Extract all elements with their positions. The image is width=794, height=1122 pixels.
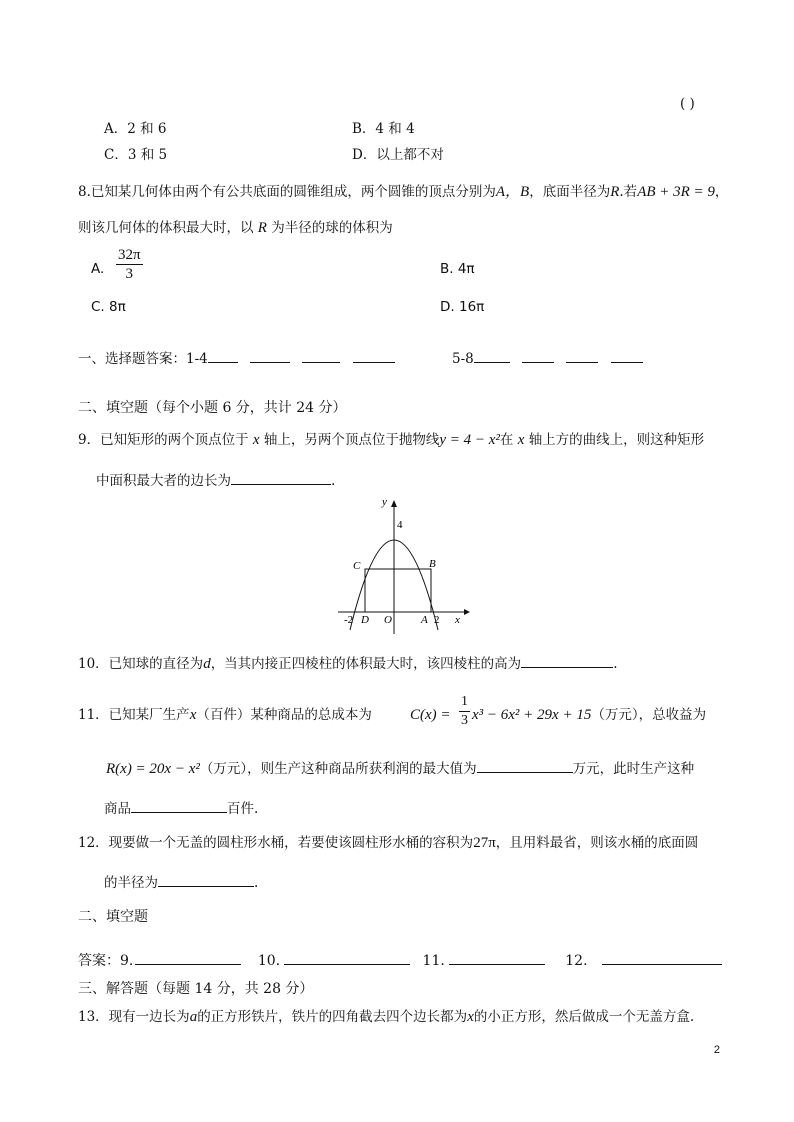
q8-radius-var: R: [610, 184, 620, 200]
label-d: D: [361, 614, 369, 626]
q12-text: 12．现要做一个无盖的圆柱形水桶，若要使该圆柱形水桶的容积为: [78, 835, 474, 851]
label-four: 4: [397, 519, 403, 531]
fill-blank-11[interactable]: [449, 950, 545, 965]
q11-line-3: [104, 798, 258, 818]
label-two: 2: [434, 614, 440, 626]
q7-option-a: A．2 和 6: [104, 121, 167, 137]
q8-option-a-label: A.: [91, 261, 105, 277]
q8-option-c: C. 8π: [91, 299, 126, 315]
q11-text: （百件）某种商品的总成本为: [196, 707, 372, 723]
q8-option-b: B. 4π: [440, 261, 475, 277]
q11-poly: x³ − 6x² + 29x + 15: [472, 707, 592, 723]
y-axis-arrow: [391, 500, 397, 507]
fill-answer-row: [78, 950, 722, 970]
mc-answer-row: [78, 348, 395, 368]
q11-text: 万元，此时生产这种: [572, 761, 695, 777]
mc-answer-label-2: 5-8: [452, 351, 474, 367]
fill-answer-label: 答案：9.: [78, 953, 134, 969]
q10-text: .: [613, 656, 618, 672]
q8-condition: AB + 3R = 9: [637, 184, 715, 200]
q11-revenue-fn: R(x) = 20x − x²: [106, 761, 200, 777]
q12-line-2: [104, 872, 258, 892]
q13-var-a: a: [189, 1009, 198, 1025]
fill-label-12: 12.: [565, 953, 588, 969]
fill-label-10: 10.: [257, 953, 281, 969]
q7-option-c: C．3 和 5: [104, 147, 168, 163]
answer-blank-3[interactable]: [302, 348, 340, 363]
fraction-numerator: 32π: [118, 247, 141, 263]
q11-one-third: [459, 693, 470, 730]
fill-label-11: 11.: [422, 953, 445, 969]
q13-text: 的正方形铁片，铁片的四角截去四个边长都为: [197, 1009, 468, 1025]
q9-var-x: x: [517, 432, 525, 448]
q7-option-b: B．4 和 4: [352, 121, 415, 137]
inscribed-rectangle: [365, 569, 431, 612]
q9-text: 轴上方的曲线上，则这种矩形: [528, 432, 705, 448]
answer-blank-4[interactable]: [353, 348, 395, 363]
label-o: O: [384, 614, 392, 626]
fraction-denominator: 3: [125, 266, 134, 282]
q11-cost-formula: [410, 706, 451, 724]
q8-line-2: [78, 219, 393, 237]
q13-text: 的小正方形，然后做成一个无盖方盒.: [473, 1009, 695, 1025]
section-3-title: 三、解答题（每题 14 分，共 28 分）: [78, 981, 314, 997]
q9-text: 中面积最大者的边长为: [96, 473, 231, 489]
page-number: 2: [713, 1044, 720, 1056]
q9-parabola: y = 4 − x²: [439, 432, 500, 448]
q11-cost-fn: C(x) =: [410, 707, 451, 723]
mc-answer-row-2: [452, 348, 643, 368]
q13-text: 13．现有一边长为: [78, 1009, 190, 1025]
q10-blank[interactable]: [521, 653, 613, 668]
section-2-repeat-title: 二、填空题: [78, 909, 148, 925]
q10-text: 10．已知球的直径为: [78, 656, 204, 672]
fraction-denominator: 3: [461, 713, 468, 728]
label-b: B: [429, 558, 436, 570]
q11-text: （万元），总收益为: [591, 707, 707, 723]
q11-cost-poly: [472, 706, 706, 724]
q11-line-1: [78, 706, 372, 724]
fill-blank-10[interactable]: [284, 950, 410, 965]
answer-blank-7[interactable]: [566, 348, 598, 363]
q11-blank-1[interactable]: [477, 758, 573, 773]
answer-blank-2[interactable]: [250, 348, 290, 363]
q9-line-1: [78, 431, 704, 449]
y-label: y: [382, 496, 387, 508]
q10-line: [78, 653, 617, 673]
q11-text: 11．已知某厂生产: [78, 707, 190, 723]
q8-line-1: [78, 183, 728, 201]
q12-text: ，且用料最省，则该水桶的底面圆: [495, 835, 699, 851]
q9-line-2: [96, 470, 335, 490]
q10-var-d: d: [203, 656, 211, 672]
q9-text: 在: [499, 432, 514, 448]
q11-line-2: [106, 758, 694, 778]
q7-option-d: D．以上都不对: [352, 147, 444, 163]
q8-option-a-fraction: [116, 246, 143, 283]
parabola-figure: [330, 495, 470, 637]
q12-volume: 27π: [473, 835, 496, 851]
fraction-numerator: 1: [459, 693, 470, 712]
q9-text: 轴上，另两个顶点位于抛物线: [263, 432, 440, 448]
q12-line-1: [78, 834, 698, 852]
q8-option-d: D. 16π: [440, 299, 485, 315]
q11-text: （万元），则生产这种商品所获利润的最大值为: [199, 761, 477, 777]
q8-vertices: A，B: [495, 184, 530, 200]
label-minus-two: -2: [344, 614, 354, 626]
section-2-title: 二、填空题（每个小题 6 分，共计 24 分）: [78, 400, 347, 416]
q9-text: 9．已知矩形的两个顶点位于: [78, 432, 249, 448]
answer-blank-6[interactable]: [522, 348, 554, 363]
q8-text: ，底面半径为: [529, 184, 611, 200]
q8-text: ，: [714, 184, 729, 200]
q9-blank[interactable]: [231, 470, 331, 485]
q9-var-x: x: [252, 432, 260, 448]
q11-text: 百件.: [227, 801, 259, 817]
q11-text: 商品: [104, 801, 131, 817]
label-a: A: [421, 614, 428, 626]
x-axis-arrow: [464, 609, 470, 615]
q8-text: 则该几何体的体积最大时，以: [78, 220, 254, 236]
q9-text: .: [331, 473, 336, 489]
q8-text: 为半径的球的体积为: [271, 220, 393, 236]
q10-text: ，当其内接正四棱柱的体积最大时，该四棱柱的高为: [210, 656, 522, 672]
answer-blank-5[interactable]: [474, 348, 510, 363]
fill-blank-9[interactable]: [135, 950, 241, 965]
q12-text: 的半径为: [104, 875, 158, 891]
label-c: C: [353, 560, 361, 572]
answer-blank-1[interactable]: [208, 348, 238, 363]
q11-blank-2[interactable]: [131, 798, 227, 813]
q7-answer-paren: ( ): [680, 96, 695, 112]
q11-var-x: x: [189, 707, 197, 723]
fill-blank-12[interactable]: [602, 950, 722, 965]
q8-text: .若: [619, 184, 638, 200]
q8-text: 8.已知某几何体由两个有公共底面的圆锥组成，两个圆锥的顶点分别为: [78, 184, 496, 200]
mc-answer-label: 一、选择题答案：1-4: [78, 351, 208, 367]
q13-var-x: x: [467, 1009, 474, 1025]
q12-text: .: [254, 875, 259, 891]
q8-radius-var: R: [257, 220, 267, 236]
answer-blank-8[interactable]: [611, 348, 643, 363]
q12-blank[interactable]: [158, 872, 254, 887]
x-label: x: [455, 614, 460, 626]
q13-line: [78, 1008, 694, 1026]
